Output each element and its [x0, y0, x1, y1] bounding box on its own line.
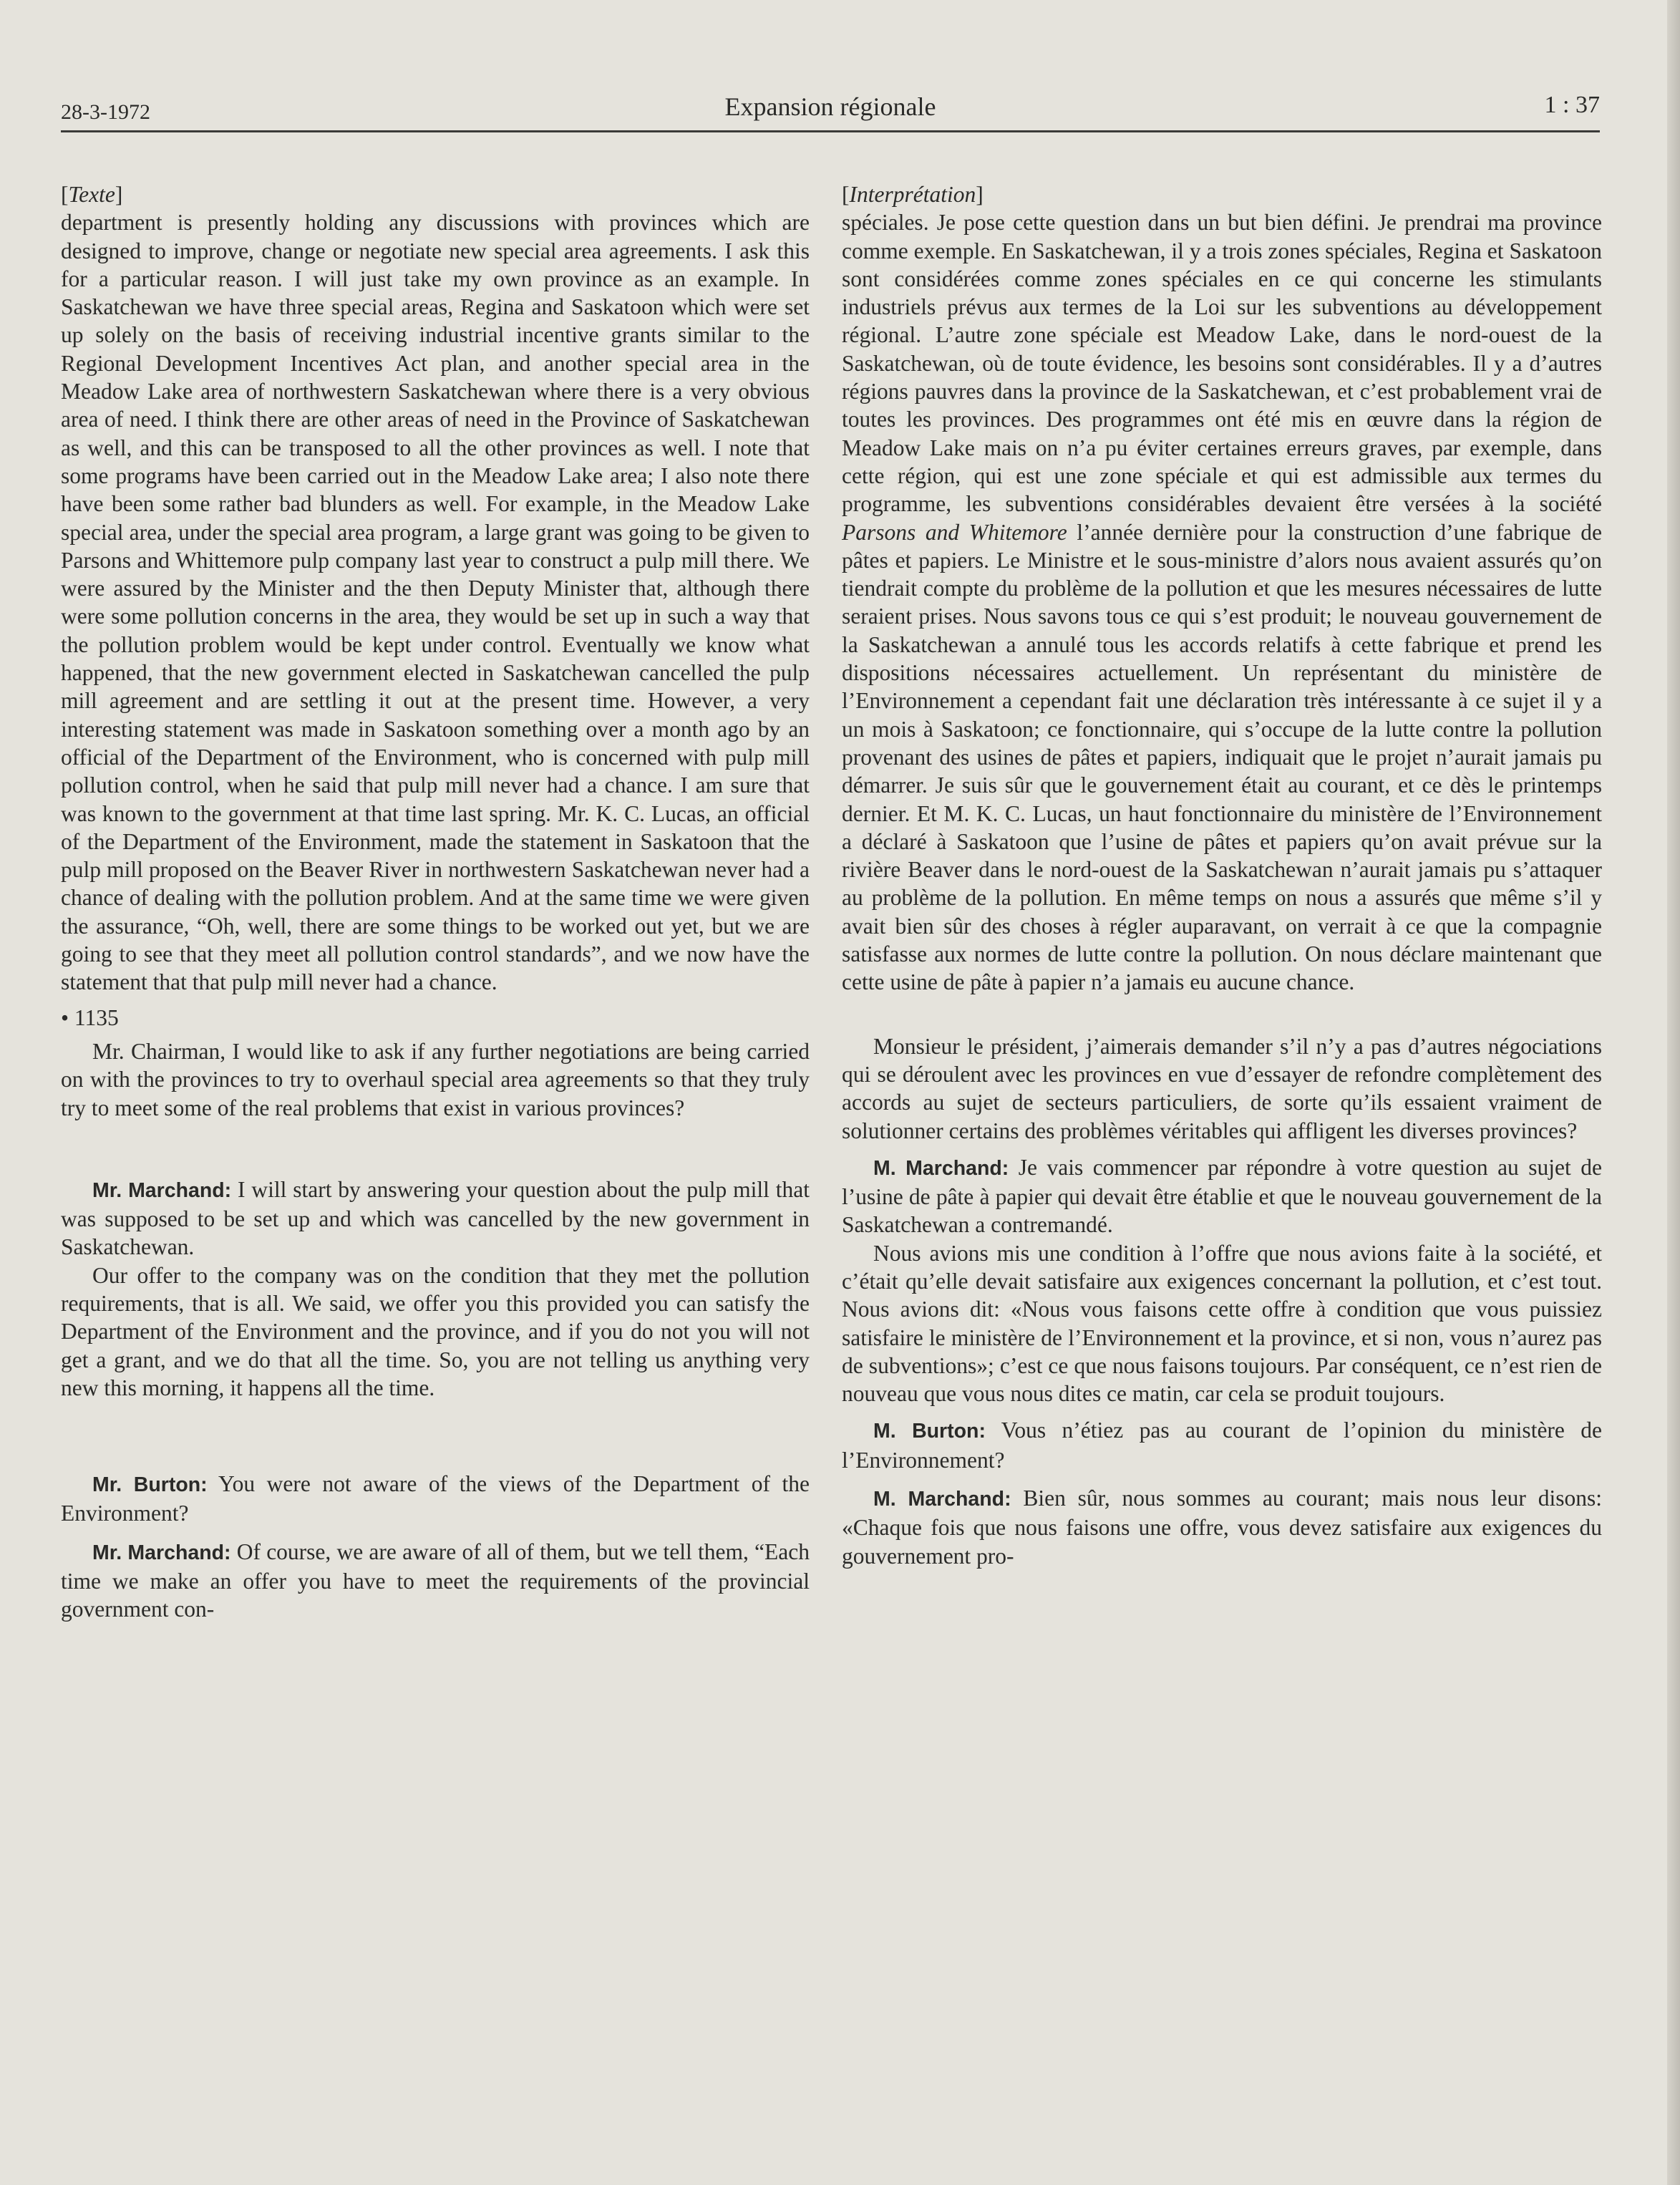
speaker-paragraph	[842, 1484, 1602, 1570]
speaker-paragraph	[842, 1416, 1602, 1474]
section-label: [Interprétation]	[842, 182, 984, 207]
paragraph: Our offer to the company was on the condition that they met the pollution requirements, that is all. We said, we offer you this provided you can satisfy the Department of the Environment and the province, and if you do not you will not get a grant, and we do that all the time. So, you are not telling us anything very new this morning, it happens all the time.	[61, 1262, 810, 1400]
speaker-paragraph	[61, 1470, 810, 1528]
speaker-text: I will start by answering your question about the pulp mill that was supposed to be set up and which was cancelled by the new government in Saskatchewan.	[61, 1176, 810, 1260]
speaker-text: Bien sûr, nous sommes au courant; mais nous leur disons: «Chaque fois que nous faisons une offre, vous devez satisfaire aux exigences du gouvernement pro-	[842, 1486, 1602, 1569]
paragraph: Mr. Chairman, I would like to ask if any further negotiations are being carried on with the provinces to try to overhaul special area agreements so that they truly try to meet some of the real problems that exist in various provinces?	[61, 1038, 810, 1120]
section-label-text: Interprétation	[849, 182, 976, 207]
section-label: [Texte]	[61, 182, 123, 207]
speaker-paragraph	[61, 1538, 810, 1624]
speaker-name: M. Marchand:	[873, 1156, 1009, 1180]
paragraph: Monsieur le président, j’aimerais demander s’il n’y a pas d’autres négociations qui se déroulent avec les provinces en vue d’essayer de refondre complètement des accords au sujet de secteurs particuliers, de sorte qu’ils essaient vraiment de solutionner certains des problèmes véritables qui affligent les diverses provinces?	[842, 1033, 1602, 1143]
french-column	[842, 180, 1602, 1570]
speaker-name: M. Burton:	[873, 1420, 986, 1443]
speaker-name: M. Marchand:	[873, 1488, 1011, 1511]
english-column	[61, 180, 810, 1624]
time-marker: • 1135	[61, 1004, 119, 1030]
speaker-name: Mr. Marchand:	[92, 1178, 232, 1202]
paragraph-text: l’année dernière pour la construction d’une fabrique de pâtes et papiers. Le Ministre et le sous-ministre d’alors nous avaient assurés qu’on tiendrait compte du problème de la pollution et que les mesures nécessaires de lutte seraient prises. Nous savons tous ce qui s’est produit; le nouveau gouvernement de la Saskatchewan a annulé tous les accords relatifs à cette fabrique et prend les dispositions nécessaires actuellement. Un représentant du ministère de l’Environnement a cependant fait une déclaration très intéressante à ce sujet il y a un mois à Saskatoon; ce fonctionnaire, qui s’occupe de la lutte contre la pollution provenant des usines de pâtes et papiers, indiquait que le projet n’aurait jamais pu démarrer. Je suis sûr que le gouvernement était au courant, et ce dès le printemps dernier. Et M. K. C. Lucas, un haut fonctionnaire du ministère de l’Environnement a déclaré à Saskatoon que l’usine de pâtes et papiers qu’on avait prévue sur la rivière Beaver dans le nord-ouest de la Saskatchewan n’aurait jamais pu s’attaquer au problème de la pollution. En même temps on nous a assurés que même s’il y avait bien sûr des choses à régler auparavant, on verrait à ce que la compagnie satisfasse aux normes de lutte contre la pollution. On nous déclare maintenant que cette usine de pâte à papier n’a jamais eu aucune chance.	[842, 519, 1602, 995]
speaker-paragraph	[842, 1153, 1602, 1239]
speaker-text: You were not aware of the views of the Department of the Environment?	[61, 1471, 810, 1526]
page-binding-edge	[1667, 0, 1680, 2185]
page-header	[61, 80, 1600, 132]
speaker-paragraph	[61, 1176, 810, 1261]
section-label-text: Texte	[68, 182, 115, 207]
speaker-name: Mr. Marchand:	[92, 1541, 231, 1564]
speaker-text: Vous n’étiez pas au courant de l’opinion du ministère de l’Environnement?	[842, 1418, 1602, 1473]
paragraph: department is presently holding any discussions with provinces which are designed to improve, change or negotiate new special area agreements. I ask this for a particular reason. I will just take my own province as an example. In Saskatchewan we have three special areas, Regina and Saskatoon which were set up solely on the basis of receiving industrial incentive grants similar to the Regional Development Incentives Act plan, and another special area in the Meadow Lake area of northwestern Saskatchewan where there is a very obvious area of need. I think there are other areas of need in the Province of Saskatchewan as well, and this can be transposed to all the other provinces as well. I note that some programs have been carried out in the Meadow Lake area; I also note there have been some rather bad blunders as well. For example, in the Meadow Lake special area, under the special area program, a large grant was going to be given to Parsons and Whittemore pulp company last year to construct a pulp mill there. We were assured by the Minister and the then Deputy Minister that, although there were some pollution concerns in the area, they would be set up in such a way that the pollution problem would be kept under control. Eventually we know what happened, that the new government elected in Saskatchewan cancelled the pulp mill agreement and are settling it out at the present time. However, a very interesting statement was made in Saskatoon something over a month ago by an official of the Department of the Environment, who is concerned with pulp mill pollution control, when he said that pulp mill never had a chance. I am sure that was known to the government at that time last spring. Mr. K. C. Lucas, an official of the Department of the Environment, made the statement in Saskatoon that the pulp mill proposed on the Beaver River in northwestern Saskatchewan never had a chance of dealing with the pollution problem. And at the same time we were given the assurance, “Oh, well, there are some things to be worked out yet, but we are going to see that they meet all pollution control standards”, and we now have the statement that that pulp mill never had a chance.	[61, 210, 810, 995]
header-page-number: 1 : 37	[1544, 92, 1600, 118]
speaker-text: Je vais commencer par répondre à votre question au sujet de l’usine de pâte à papier qui devait être établie et que le nouveau gouvernement de la Saskatchewan a contremandé.	[842, 1154, 1602, 1238]
speaker-name: Mr. Burton:	[92, 1473, 208, 1497]
company-name: Parsons and Whitemore	[842, 519, 1067, 545]
header-title: Expansion régionale	[724, 92, 936, 121]
paragraph-text: spéciales. Je pose cette question dans un but bien défini. Je prendrai ma province comme exemple. En Saskatchewan, il y a trois zones spéciales, Regina et Saskatoon sont considérées comme zones spéciales en ce qui concerne les stimulants industriels prévus aux termes de la Loi sur les subventions au développement régional. L’autre zone spéciale est Meadow Lake, dans le nord-ouest de la Saskatchewan, où de toute évidence, les besoins sont considérables. Il y a d’autres régions pauvres dans la province de la Saskatchewan, et c’est probablement vrai de toutes les provinces. Des programmes ont été mis en œuvre dans la région de Meadow Lake mais on n’a pu éviter certaines erreurs graves, par exemple, dans cette région, qui est une zone spéciale et qui est admissible aux termes du programme, les subventions considérables devaient être versées à la société	[842, 210, 1602, 517]
speaker-text: Of course, we are aware of all of them, but we tell them, “Each time we make an offer you have to meet the requirements of the provincial government con-	[61, 1539, 810, 1622]
header-date: 28-3-1972	[61, 100, 150, 124]
paragraph: Nous avions mis une condition à l’offre que nous avions faite à la société, et c’était qu’elle devait satisfaire aux exigences concernant la pollution, et c’est tout. Nous avions dit: «Nous vous faisons cette offre à condition que vous puissiez satisfaire le ministère de l’Environnement et la province, et si non, vous n’aurez pas de subventions»; c’est ce que nous faisons toujours. Par conséquent, ce n’est rien de nouveau que vous nous dites ce matin, car cela se produit toujours.	[842, 1240, 1602, 1407]
paragraph	[842, 208, 1602, 996]
